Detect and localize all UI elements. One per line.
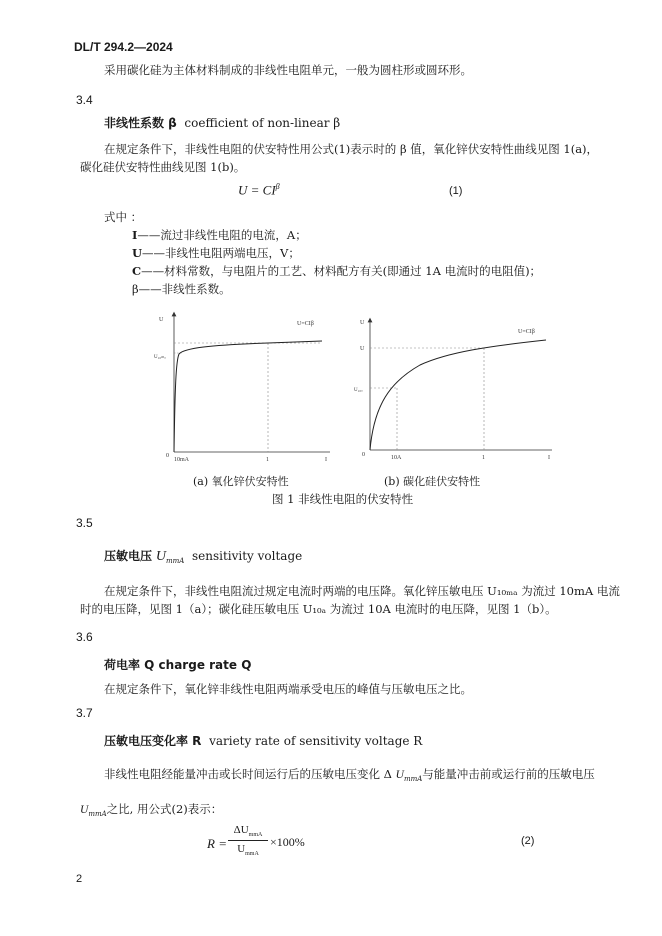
y-tick-u: U	[360, 346, 365, 352]
figure-1b-chart	[350, 310, 560, 470]
section-number-3-7: 3.7	[76, 706, 93, 720]
formula-2-numerator	[228, 824, 268, 838]
y-axis-label: U	[159, 317, 164, 323]
numerator-symbol: ΔU	[233, 824, 249, 836]
denominator-symbol: U	[237, 843, 246, 855]
term-en: variety rate of sensitivity voltage R	[209, 734, 423, 748]
figure-1b-caption: (b) 碳化硅伏安特性	[384, 475, 481, 488]
term-heading-variety-rate	[104, 732, 422, 749]
figure-1a-caption: (a) 氧化锌伏安特性	[193, 475, 289, 488]
symbol-text: ——材料常数，与电阻片的工艺、材料配方有关(即通过 1A 电流时的电阻值)；	[141, 264, 542, 278]
symbol-subscript: mmA	[88, 810, 107, 818]
x-origin-label: 0	[166, 453, 169, 459]
standard-number: DL/T 294.2—2024	[74, 40, 173, 54]
formula-label: U=CIβ	[297, 321, 314, 327]
figure-1-title: 图 1 非线性电阻的伏安特性	[272, 492, 414, 506]
numerator-subscript: mmA	[248, 832, 263, 838]
x-tick-1: 1	[482, 455, 485, 461]
formula-1	[238, 182, 280, 198]
section-number-3-4: 3.4	[76, 93, 93, 107]
term-cn: 非线性系数 β	[104, 116, 177, 130]
term-en: sensitivity voltage	[191, 549, 303, 563]
term-heading-sensitivity-voltage	[104, 547, 302, 565]
x-origin-label: 0	[362, 452, 365, 458]
page-number: 2	[76, 873, 83, 885]
sensitivity-paragraph-line1: 在规定条件下，非线性电阻流过规定电流时两端的电压降。氧化锌压敏电压 U₁₀ₘₐ 为流过 10mA 电流	[104, 584, 620, 598]
definition-paragraph-line1: 在规定条件下，非线性电阻的伏安特性用公式(1)表示时的 β 值，氧化锌伏安特性曲线见图 1(a)，	[104, 142, 599, 156]
term-en: coefficient of non-linear β	[184, 116, 341, 130]
formula-2-lhs: R =	[207, 836, 227, 851]
symbol-def-i	[132, 226, 307, 244]
text-part: 非线性电阻经能量冲击或长时间运行后的压敏电压变化 Δ	[104, 767, 392, 781]
term-text: 荷电率 Q charge rate Q	[104, 658, 252, 672]
symbol-text: ——流过非线性电阻的电流，A；	[137, 228, 307, 242]
figure-1a-chart	[150, 306, 340, 466]
formula-2-denominator	[228, 843, 268, 857]
variety-paragraph-line2	[80, 800, 222, 823]
symbol-subscript: mmA	[403, 775, 423, 783]
x-tick-1: 1	[266, 457, 269, 463]
intro-paragraph: 采用碳化硅为主体材料制成的非线性电阻单元，一般为圆柱形或圆环形。	[104, 63, 472, 77]
symbol: β	[132, 282, 139, 296]
sensitivity-paragraph-line2: 时的电压降，见图 1（a）；碳化硅压敏电压 U₁₀ₐ 为流过 10A 电流时的电压降，见图 1（b）。	[80, 602, 557, 616]
x-axis-label: I	[548, 455, 550, 461]
term-symbol-subscript: mmA	[165, 557, 185, 565]
sic-vi-curve	[370, 340, 546, 450]
definition-paragraph-line2: 碳化硅伏安特性曲线见图 1(b)。	[80, 160, 246, 174]
term-cn: 压敏电压变化率 R	[104, 734, 202, 748]
where-label: 式中 ：	[104, 210, 143, 224]
section-number-3-5: 3.5	[76, 516, 93, 530]
y-tick-u10a: U₁₀ₐ	[354, 388, 363, 393]
symbol-def-beta	[132, 280, 231, 298]
section-number-3-6: 3.6	[76, 630, 93, 644]
text-part: 与能量冲击前或运行前的压敏电压	[422, 767, 595, 781]
denominator-subscript: mmA	[245, 851, 259, 857]
formula-2-tail: ×100%	[270, 835, 305, 849]
term-heading-charge-rate	[104, 656, 251, 673]
term-symbol: U	[155, 549, 166, 564]
symbol-text: ——非线性电阻两端电压，V；	[142, 246, 300, 260]
formula-label: U=CIβ	[518, 329, 535, 335]
term-heading-beta	[104, 114, 340, 131]
formula-1-number: (1)	[449, 185, 463, 197]
fraction-bar	[228, 840, 268, 841]
x-tick-10a: 10A	[391, 455, 402, 461]
formula-1-body: U = CI	[238, 182, 276, 198]
variety-paragraph-line1	[104, 765, 595, 788]
symbol: U	[395, 769, 404, 781]
symbol-def-c	[132, 262, 541, 280]
symbol: U	[132, 246, 143, 260]
term-cn: 压敏电压	[104, 549, 153, 563]
y-tick-u10ma: U₁₀ₘₐ	[154, 355, 166, 360]
symbol-text: ——非线性系数。	[138, 282, 231, 296]
text-part: 之比, 用公式(2)表示：	[106, 802, 223, 816]
y-axis-label: U	[360, 320, 365, 326]
formula-1-exponent: β	[275, 182, 280, 191]
symbol: C	[132, 264, 142, 278]
symbol: I	[132, 228, 138, 242]
x-axis-label: I	[325, 457, 327, 463]
formula-2-number: (2)	[521, 835, 535, 847]
zno-vi-curve	[174, 341, 322, 452]
x-tick-10ma: 10mA	[174, 457, 189, 463]
symbol: U	[80, 804, 89, 816]
charge-rate-paragraph: 在规定条件下，氧化锌非线性电阻两端承受电压的峰值与压敏电压之比。	[104, 682, 472, 696]
symbol-def-u	[132, 244, 300, 262]
